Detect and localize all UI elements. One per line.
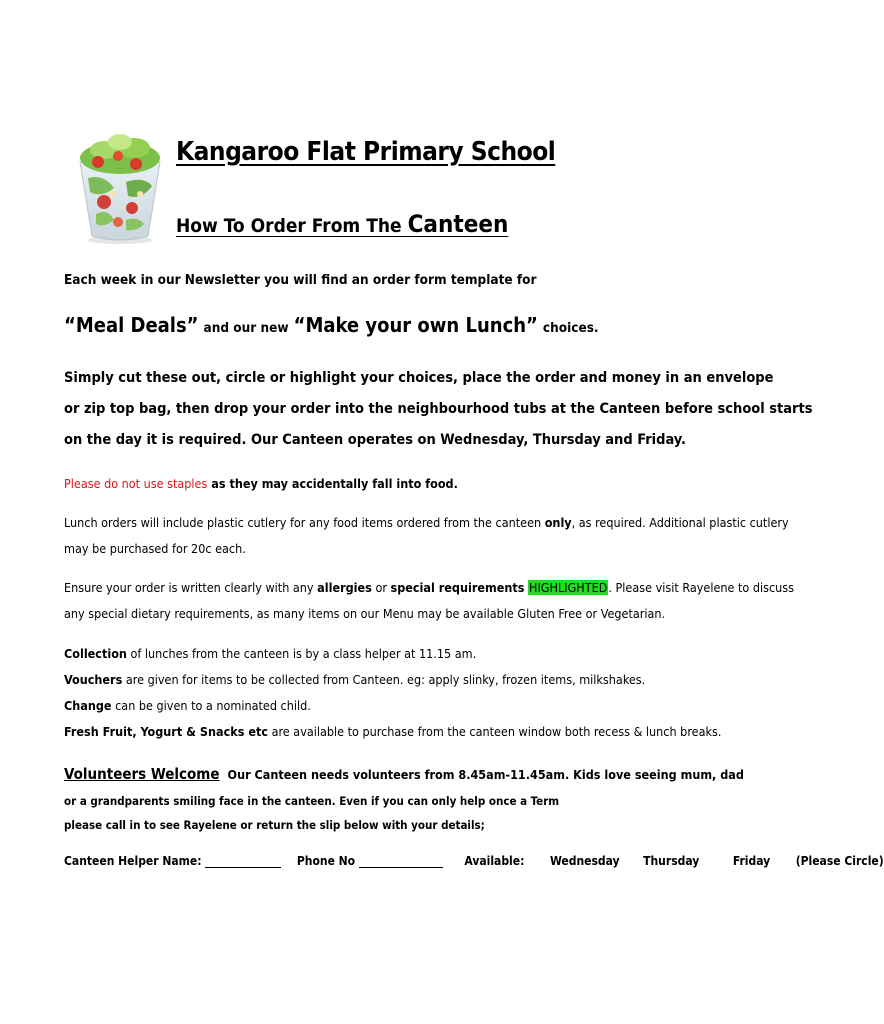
meal-choices-line bbox=[64, 313, 599, 337]
choices-text: choices. bbox=[542, 320, 599, 336]
subtitle-highlight: Canteen bbox=[407, 210, 509, 238]
note-label: Vouchers bbox=[64, 672, 123, 687]
requirements-text-end: . Please visit Rayelene to discuss bbox=[608, 580, 795, 595]
day-option-thursday[interactable]: Thursday bbox=[643, 854, 700, 868]
note-collection bbox=[64, 646, 476, 661]
cutlery-line-2: may be purchased for 20c each. bbox=[64, 541, 246, 556]
and-new-text: and our new bbox=[203, 320, 289, 336]
day-option-wednesday[interactable]: Wednesday bbox=[549, 854, 620, 868]
special-requirements-text: special requirements bbox=[390, 580, 525, 595]
note-change bbox=[64, 698, 311, 713]
staples-warning-red: Please do not use staples bbox=[64, 476, 208, 491]
note-label: Collection bbox=[64, 646, 127, 661]
note-text: can be given to a nominated child. bbox=[111, 698, 311, 713]
make-lunch-text: “Make your own Lunch” bbox=[293, 313, 538, 337]
cutlery-text-end: , as required. Additional plastic cutlery bbox=[571, 515, 789, 530]
circle-note: (Please Circle) bbox=[795, 854, 884, 868]
page-title: Kangaroo Flat Primary School bbox=[176, 137, 556, 167]
volunteers-line-3: please call in to see Rayelene or return the slip below with your details; bbox=[64, 818, 485, 832]
volunteers-title: Volunteers Welcome bbox=[64, 765, 220, 783]
or-text: or bbox=[375, 580, 387, 595]
cutlery-text: Lunch orders will include plastic cutlery for any food items ordered from the canteen bbox=[64, 515, 542, 530]
volunteers-line bbox=[64, 765, 744, 783]
instruction-line: on the day it is required. Our Canteen operates on Wednesday, Thursday and Friday. bbox=[64, 432, 686, 448]
allergies-text: allergies bbox=[317, 580, 372, 595]
volunteers-text: Our Canteen needs volunteers from 8.45am-11.45am. Kids love seeing mum, dad bbox=[227, 767, 744, 782]
day-option-friday[interactable]: Friday bbox=[732, 854, 771, 868]
phone-field[interactable] bbox=[359, 853, 443, 868]
phone-label: Phone No bbox=[296, 854, 356, 868]
note-label: Fresh Fruit, Yogurt & Snacks etc bbox=[64, 724, 268, 739]
helper-form-row bbox=[64, 853, 884, 868]
note-label: Change bbox=[64, 698, 112, 713]
cutlery-only: only bbox=[544, 515, 572, 530]
instruction-line: or zip top bag, then drop your order into the neighbourhood tubs at the Canteen before school starts bbox=[64, 401, 813, 417]
page-subtitle bbox=[176, 210, 508, 238]
requirements-text: Ensure your order is written clearly with any bbox=[64, 580, 314, 595]
note-text: are available to purchase from the canteen window both recess & lunch breaks. bbox=[268, 724, 722, 739]
available-label: Available: bbox=[464, 854, 525, 868]
highlighted-badge: HIGHLIGHTED bbox=[529, 580, 608, 595]
subtitle-prefix: How To Order From The bbox=[176, 215, 402, 237]
helper-name-field[interactable] bbox=[205, 853, 281, 868]
salad-bowl-icon bbox=[74, 128, 166, 246]
cutlery-line bbox=[64, 515, 789, 530]
note-fresh-fruit bbox=[64, 724, 721, 739]
note-text: of lunches from the canteen is by a class helper at 11.15 am. bbox=[126, 646, 477, 661]
requirements-line bbox=[64, 580, 794, 595]
requirements-line-2: any special dietary requirements, as many items on our Menu may be available Gluten Free or Vegetarian. bbox=[64, 606, 666, 621]
staples-warning-rest: as they may accidentally fall into food. bbox=[211, 476, 458, 491]
staples-warning bbox=[64, 476, 458, 491]
meal-deals-text: “Meal Deals” bbox=[64, 313, 199, 337]
helper-name-label: Canteen Helper Name: bbox=[64, 854, 202, 868]
note-text: are given for items to be collected from Canteen. eg: apply slinky, frozen items, milkshakes. bbox=[122, 672, 646, 687]
intro-text: Each week in our Newsletter you will find an order form template for bbox=[64, 272, 537, 288]
note-vouchers bbox=[64, 672, 645, 687]
volunteers-line-2: or a grandparents smiling face in the canteen. Even if you can only help once a Term bbox=[64, 794, 560, 808]
instruction-line: Simply cut these out, circle or highlight your choices, place the order and money in an envelope bbox=[64, 370, 774, 386]
